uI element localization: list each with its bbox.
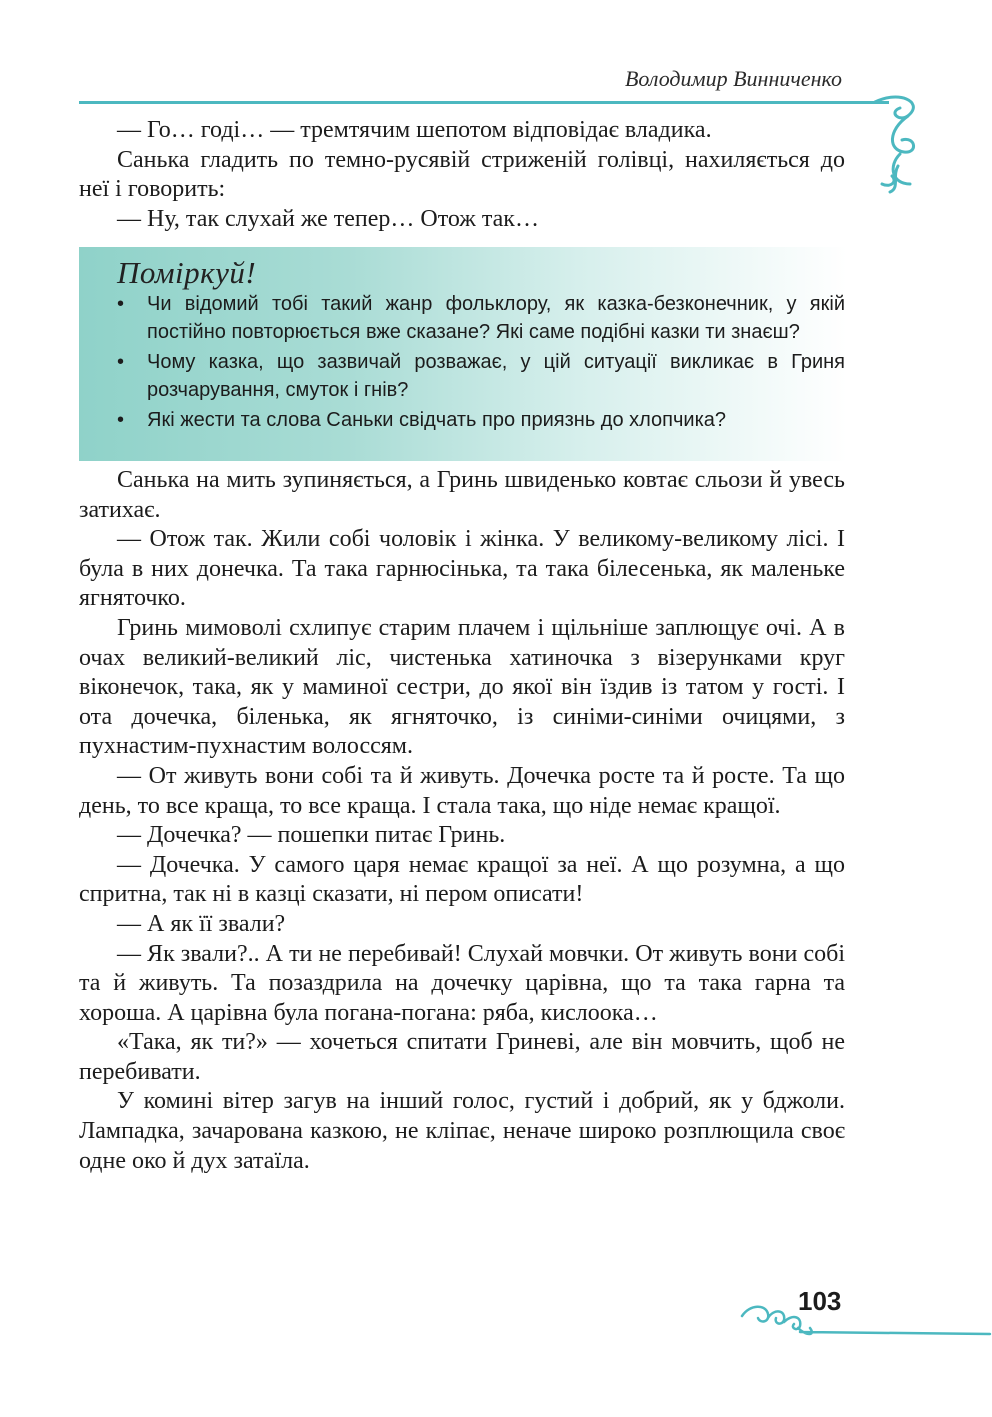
paragraph: У комині вітер загув на інший голос, густий і добрий, як у бджоли. Лампадка, зачарована казкою, не кліпає, неначе широко розплющила своє одне око й дух затаїла. xyxy=(79,1088,845,1174)
paragraph: — А як її звали? xyxy=(117,910,286,937)
header-rule xyxy=(79,101,889,104)
question-text: Чи відомий тобі такий жанр фольклору, як казка-безконечник, у якій постійно повторюється вже сказане? Які саме подібні казки ти знаєш? xyxy=(147,293,845,343)
main-text-block xyxy=(79,466,845,1176)
paragraph: — От живуть вони собі та й живуть. Дочечка росте та й росте. Та що день, то все краща, то все краща. І стала така, що ніде немає кращої. xyxy=(79,762,845,819)
paragraph: — Дочечка? — пошепки питає Гринь. xyxy=(117,822,506,849)
think-question xyxy=(117,349,845,404)
page-number: 103 xyxy=(798,1286,842,1316)
bullet-icon: • xyxy=(117,293,125,315)
think-box-title: Поміркуй! xyxy=(117,255,257,290)
paragraph: — Го… годі… — тремтячим шепотом відповідає владика. xyxy=(117,117,712,143)
paragraph: — Ну, так слухай же тепер… Отож так… xyxy=(117,205,539,232)
footer-swirl-icon xyxy=(740,1296,992,1346)
question-text: Чому казка, що зазвичай розважає, у цій ситуації викликає в Гриня розчарування, смуток і гнів? xyxy=(147,351,845,401)
paragraph: — Отож так. Жили собі чоловік і жінка. У великому-великому лісі. І була в них донечка. Та така гарнюсінька, та така білесенька, як маленьке ягняточко. xyxy=(79,526,845,612)
running-head-author: Володимир Винниченко xyxy=(624,66,842,91)
decorative-swirl-icon xyxy=(870,92,930,202)
think-question-list xyxy=(117,291,845,438)
think-question xyxy=(117,291,845,346)
think-question xyxy=(117,407,845,435)
think-box xyxy=(79,247,847,461)
top-text-block xyxy=(79,116,845,234)
paragraph: Санька гладить по темно-русявій стриженій голівці, нахиляється до неї і говорить: xyxy=(79,146,845,203)
bullet-icon: • xyxy=(117,409,125,431)
paragraph: «Така, як ти?» — хочеться спитати Гриневі, але він мовчить, щоб не перебивати. xyxy=(79,1029,845,1085)
paragraph: — Дочечка. У самого царя немає кращої за неї. А що розумна, а що спритна, так ні в казці сказати, ні пером описати! xyxy=(79,851,845,908)
paragraph: Санька на мить зупиняється, а Гринь швиденько ковтає сльози й увесь затихає. xyxy=(79,467,845,523)
paragraph: — Як звали?.. А ти не перебивай! Слухай мовчки. От живуть вони собі та й живуть. Та позаздрила на дочечку царівна, що та така гарна та хороша. А царівна була погана-погана: ряба, кислоока… xyxy=(79,940,845,1026)
question-text: Які жести та слова Саньки свідчать про приязнь до хлопчика? xyxy=(147,409,727,431)
bullet-icon: • xyxy=(117,351,125,373)
paragraph: Гринь мимоволі схлипує старим плачем і щільніше заплющує очі. А в очах великий-великий ліс, чистенька хатиночка з візерунками круг віконечок, така, як у маминої сестри, до якої він їздив із татом у гості. І ота дочечка, біленька, як ягняточко, із синіми-синіми очицями, з пухнастим-пухнастим волоссям. xyxy=(79,614,845,760)
